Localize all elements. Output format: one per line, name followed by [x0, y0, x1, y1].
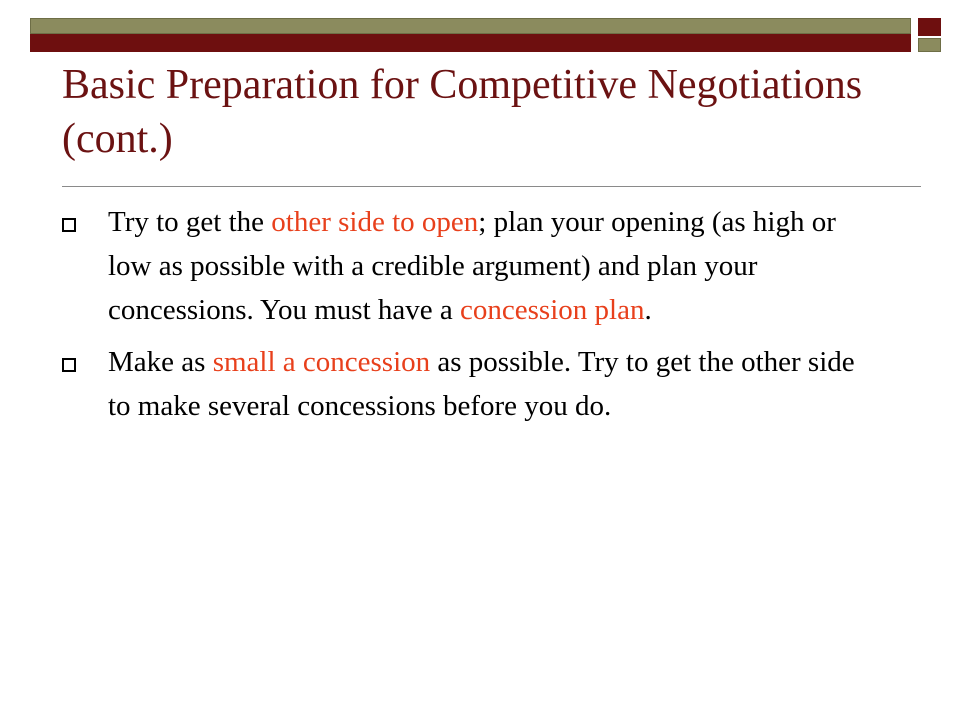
hollow-square-bullet-icon	[62, 218, 76, 232]
header-red-bar	[30, 34, 911, 52]
bullet-text-segment: as possible. Try to get the other side to make several concessions before you do.	[108, 346, 855, 422]
bullet-text-segment: Make as	[108, 346, 213, 378]
bullet-text-segment: ; plan your opening (as high or low as possible with a credible argument) and plan your concessions. You must have a	[108, 206, 836, 326]
bullet-text-segment: Try to get the	[108, 206, 272, 238]
bullet-highlight-other-side-to-open: other side to open	[271, 206, 479, 238]
bullet-list	[62, 200, 882, 436]
bullet-highlight-small-a-concession: small a concession	[212, 346, 431, 378]
bullet-highlight-concession-plan: concession plan	[460, 294, 645, 326]
corner-olive-square	[918, 38, 941, 52]
bullet-item-open-and-concession-plan	[62, 200, 882, 332]
bullet-text-segment: .	[644, 294, 652, 326]
bullet-item-small-concession	[62, 340, 882, 428]
title-divider	[62, 186, 921, 187]
hollow-square-bullet-icon	[62, 358, 76, 372]
corner-red-square	[918, 18, 941, 36]
header-olive-bar	[30, 18, 911, 34]
slide-title: Basic Preparation for Competitive Negotiations (cont.)	[62, 62, 863, 162]
